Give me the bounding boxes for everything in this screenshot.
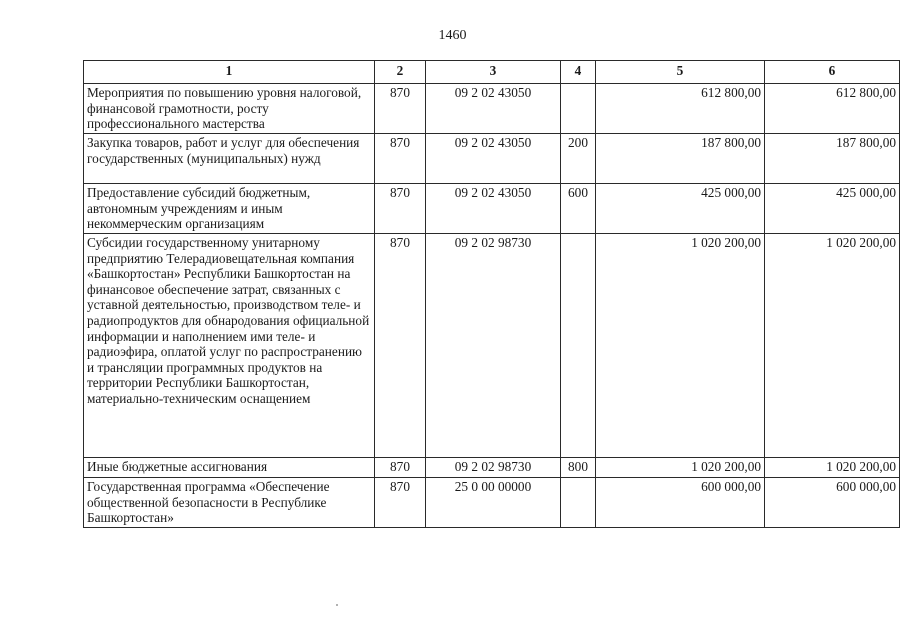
row-expense-type: [561, 478, 596, 528]
row-name: Закупка товаров, работ и услуг для обеспечения государственных (муниципальных) нужд: [84, 134, 375, 184]
row-target-article: 09 2 02 43050: [426, 84, 561, 134]
row-name: Субсидии государственному унитарному предприятию Телерадиовещательная компания «Башкортостан» Республики Башкортостан на финансовое обеспечение затрат, связанных с уставной деятельностью, производством теле- и радиопродуктов для обнародования официальной информации и наполнением ими теле- и радиоэфира, оплатой услуг по распространению и трансляции программных продуктов на территории Республики Башкортостан, материально-техническим оснащением: [84, 234, 375, 458]
row-amount-col5: 187 800,00: [596, 134, 765, 184]
budget-table: [83, 60, 900, 528]
row-ministry-code: 870: [375, 134, 426, 184]
row-name: Предоставление субсидий бюджетным, автономным учреждениям и иным некоммерческим организациям: [84, 184, 375, 234]
page-number: 1460: [438, 28, 467, 43]
row-ministry-code: 870: [375, 84, 426, 134]
row-name: Государственная программа «Обеспечение общественной безопасности в Республике Башкортостан»: [84, 478, 375, 528]
header-col-2: 2: [375, 61, 426, 84]
row-amount-col6: 425 000,00: [765, 184, 900, 234]
row-amount-col6: 187 800,00: [765, 134, 900, 184]
row-amount-col5: 425 000,00: [596, 184, 765, 234]
table-row: [84, 184, 900, 234]
header-col-4: 4: [561, 61, 596, 84]
row-target-article: 09 2 02 98730: [426, 458, 561, 478]
header-col-5: 5: [596, 61, 765, 84]
row-name: Мероприятия по повышению уровня налоговой, финансовой грамотности, росту профессионального мастерства: [84, 84, 375, 134]
scan-speck: [336, 604, 338, 606]
row-expense-type: [561, 84, 596, 134]
table-row: [84, 458, 900, 478]
row-ministry-code: 870: [375, 234, 426, 458]
row-expense-type: 800: [561, 458, 596, 478]
row-amount-col5: 1 020 200,00: [596, 234, 765, 458]
header-col-1: 1: [84, 61, 375, 84]
header-col-3: 3: [426, 61, 561, 84]
row-amount-col6: 1 020 200,00: [765, 458, 900, 478]
row-ministry-code: 870: [375, 458, 426, 478]
row-ministry-code: 870: [375, 478, 426, 528]
row-amount-col6: 1 020 200,00: [765, 234, 900, 458]
table-row: [84, 84, 900, 134]
row-target-article: 25 0 00 00000: [426, 478, 561, 528]
row-expense-type: 600: [561, 184, 596, 234]
row-amount-col5: 612 800,00: [596, 84, 765, 134]
row-amount-col6: 600 000,00: [765, 478, 900, 528]
row-amount-col5: 600 000,00: [596, 478, 765, 528]
row-name: Иные бюджетные ассигнования: [84, 458, 375, 478]
row-target-article: 09 2 02 98730: [426, 234, 561, 458]
row-amount-col5: 1 020 200,00: [596, 458, 765, 478]
table-row: [84, 134, 900, 184]
row-target-article: 09 2 02 43050: [426, 134, 561, 184]
row-expense-type: [561, 234, 596, 458]
header-col-6: 6: [765, 61, 900, 84]
table-row: [84, 234, 900, 458]
header-row: [84, 61, 900, 84]
row-amount-col6: 612 800,00: [765, 84, 900, 134]
row-ministry-code: 870: [375, 184, 426, 234]
row-expense-type: 200: [561, 134, 596, 184]
row-target-article: 09 2 02 43050: [426, 184, 561, 234]
table-row: [84, 478, 900, 528]
